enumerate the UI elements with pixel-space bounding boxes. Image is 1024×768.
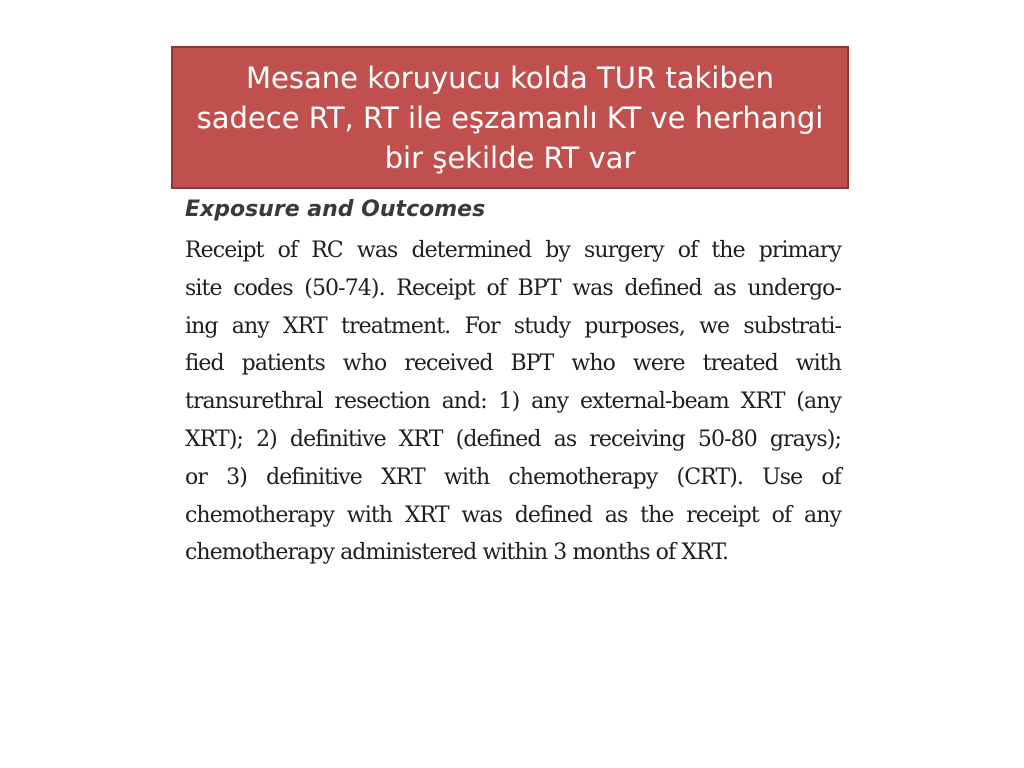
paragraph-line: transurethral resection and: 1) any external-beam XRT (any	[185, 389, 841, 415]
slide-title-box	[171, 46, 849, 189]
slide-title-line-1: Mesane koruyucu kolda TUR takiben	[246, 60, 774, 95]
paragraph-line: or 3) definitive XRT with chemotherapy (CRT). Use of	[185, 464, 841, 490]
paragraph-line: XRT); 2) definitive XRT (defined as receiving 50-80 grays);	[185, 426, 841, 452]
paragraph-line: ing any XRT treatment. For study purposes, we substrati-	[185, 313, 841, 339]
paragraph-line: fied patients who received BPT who were treated with	[185, 351, 841, 377]
slide-title-line-3: bir şekilde RT var	[384, 140, 636, 175]
slide-title-line-2: sadece RT, RT ile eşzamanlı KT ve herhangi	[196, 100, 824, 135]
paragraph-line: Receipt of RC was determined by surgery of the primary	[185, 238, 841, 263]
paper-excerpt	[185, 196, 841, 572]
paragraph-line: chemotherapy administered within 3 months of XRT.	[185, 540, 729, 566]
section-heading: Exposure and Outcomes	[185, 197, 486, 222]
paragraph-line: site codes (50-74). Receipt of BPT was defined as undergo-	[185, 275, 841, 301]
paragraph-line: chemotherapy with XRT was defined as the receipt of any	[185, 502, 841, 528]
